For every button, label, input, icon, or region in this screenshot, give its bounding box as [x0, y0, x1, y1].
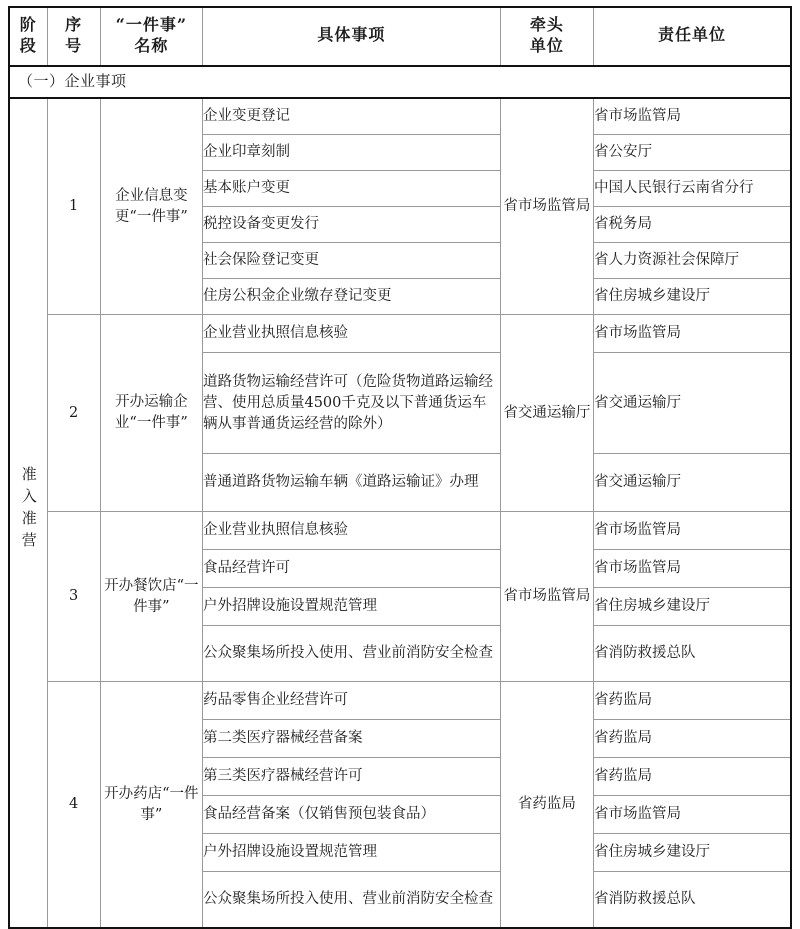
detail-item-cell: 税控设备变更发行 [202, 207, 500, 243]
lead-unit-cell: 省市场监管局 [500, 512, 593, 682]
one-thing-name-cell: 开办运输企业“一件事” [100, 315, 202, 512]
column-header-lead [500, 7, 593, 66]
detail-item-cell: 户外招牌设施设置规范管理 [202, 588, 500, 626]
responsible-unit-cell: 省交通运输厅 [593, 454, 791, 512]
responsible-unit-cell: 省税务局 [593, 207, 791, 243]
responsible-unit-cell: 中国人民银行云南省分行 [593, 171, 791, 207]
one-thing-name-cell: 企业信息变更“一件事” [100, 98, 202, 315]
detail-item-cell: 社会保险登记变更 [202, 243, 500, 279]
column-header-resp-line1: 责任单位 [657, 25, 726, 45]
stage-cell [9, 98, 47, 928]
column-header-lead-line2: 单位 [529, 35, 564, 55]
table-row [9, 315, 791, 353]
detail-item-cell: 公众聚集场所投入使用、营业前消防安全检查 [202, 872, 500, 929]
detail-item-cell: 公众聚集场所投入使用、营业前消防安全检查 [202, 626, 500, 682]
table-header-row [9, 7, 791, 66]
responsible-unit-cell: 省市场监管局 [593, 315, 791, 353]
detail-item-cell: 住房公积金企业缴存登记变更 [202, 279, 500, 315]
lead-unit-cell: 省药监局 [500, 682, 593, 929]
responsible-unit-cell: 省公安厅 [593, 135, 791, 171]
table-body [9, 98, 791, 928]
column-header-stage [9, 7, 47, 66]
one-thing-matters-table [8, 6, 792, 929]
responsible-unit-cell: 省药监局 [593, 682, 791, 720]
detail-item-cell: 普通道路货物运输车辆《道路运输证》办理 [202, 454, 500, 512]
column-header-no-line1: 序 [65, 15, 83, 34]
row-number-cell: 2 [47, 315, 100, 512]
responsible-unit-cell: 省药监局 [593, 720, 791, 758]
responsible-unit-cell: 省市场监管局 [593, 512, 791, 550]
column-header-lead-line1: 牵头 [529, 15, 564, 34]
responsible-unit-cell: 省住房城乡建设厅 [593, 588, 791, 626]
column-header-no-line2: 号 [65, 35, 83, 55]
detail-item-cell: 第三类医疗器械经营许可 [202, 758, 500, 796]
stage-label: 准入准营 [19, 465, 38, 554]
column-header-detail-line1: 具体事项 [317, 25, 386, 45]
responsible-unit-cell: 省住房城乡建设厅 [593, 834, 791, 872]
responsible-unit-cell: 省药监局 [593, 758, 791, 796]
one-thing-name-cell: 开办餐饮店“一件事” [100, 512, 202, 682]
responsible-unit-cell: 省市场监管局 [593, 98, 791, 135]
row-number-cell: 1 [47, 98, 100, 315]
detail-item-cell: 药品零售企业经营许可 [202, 682, 500, 720]
detail-item-cell: 基本账户变更 [202, 171, 500, 207]
detail-item-cell: 户外招牌设施设置规范管理 [202, 834, 500, 872]
detail-item-cell: 第二类医疗器械经营备案 [202, 720, 500, 758]
responsible-unit-cell: 省消防救援总队 [593, 872, 791, 929]
table-row [9, 512, 791, 550]
column-header-no [47, 7, 100, 66]
responsible-unit-cell: 省消防救援总队 [593, 626, 791, 682]
responsible-unit-cell: 省交通运输厅 [593, 353, 791, 454]
row-number-cell: 3 [47, 512, 100, 682]
detail-item-cell: 企业营业执照信息核验 [202, 512, 500, 550]
column-header-detail [202, 7, 500, 66]
detail-item-cell: 企业变更登记 [202, 98, 500, 135]
detail-item-cell: 道路货物运输经营许可（危险货物道路运输经营、使用总质量4500千克及以下普通货运车辆从事普通货运经营的除外） [202, 353, 500, 454]
section-header-row [9, 66, 791, 99]
lead-unit-cell: 省交通运输厅 [500, 315, 593, 512]
detail-item-cell: 食品经营备案（仅销售预包装食品） [202, 796, 500, 834]
responsible-unit-cell: 省市场监管局 [593, 550, 791, 588]
responsible-unit-cell: 省市场监管局 [593, 796, 791, 834]
column-header-name-line2: 名称 [134, 35, 169, 55]
table-row [9, 682, 791, 720]
lead-unit-cell: 省市场监管局 [500, 98, 593, 315]
detail-item-cell: 企业印章刻制 [202, 135, 500, 171]
column-header-stage-line2: 段 [19, 35, 37, 55]
detail-item-cell: 企业营业执照信息核验 [202, 315, 500, 353]
responsible-unit-cell: 省人力资源社会保障厅 [593, 243, 791, 279]
column-header-name [100, 7, 202, 66]
column-header-name-line1: “一件事” [115, 15, 188, 34]
one-thing-name-cell: 开办药店“一件事” [100, 682, 202, 929]
section-header-label: （一）企业事项 [9, 66, 791, 99]
detail-item-cell: 食品经营许可 [202, 550, 500, 588]
table-row [9, 98, 791, 135]
responsible-unit-cell: 省住房城乡建设厅 [593, 279, 791, 315]
column-header-stage-line1: 阶 [19, 15, 37, 34]
column-header-resp [593, 7, 791, 66]
row-number-cell: 4 [47, 682, 100, 929]
